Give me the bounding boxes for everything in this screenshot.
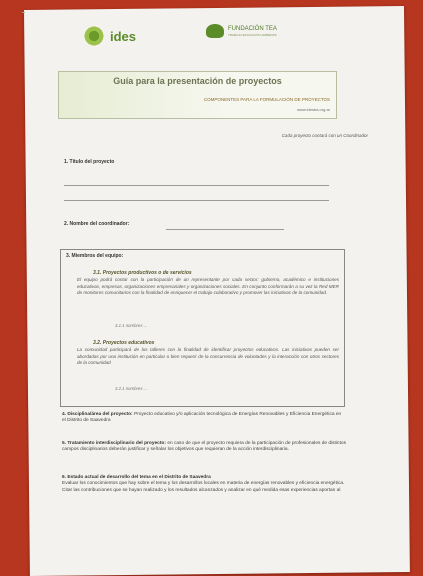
fundacion-tea-tagline: TRABAJO EDUCACIÓN AMBIENTE bbox=[228, 32, 277, 37]
tree-icon bbox=[206, 24, 224, 38]
productive-projects-names: 3.1.1 nombres ... bbox=[115, 323, 148, 328]
document-subtitle: COMPONENTES PARA LA FORMULACIÓN DE PROYECTOS bbox=[203, 97, 330, 102]
page-corner-mark: ▬ bbox=[22, 10, 25, 14]
section-discipline bbox=[62, 412, 346, 425]
section-interdisciplinary bbox=[62, 441, 346, 454]
productive-projects-heading: 3.1. Proyectos productivos o de servicios bbox=[93, 270, 192, 276]
coordinator-name-line bbox=[166, 229, 284, 230]
fundacion-tea-name: FUNDACIÓN TEA bbox=[228, 25, 277, 32]
section-interdisciplinary-text: en caso de que el proyecto requiera de la participación de profesionales de distintos campos disciplinarios deberán justificar y señalar los objetivos que requieran de la acción interdisciplinaria. bbox=[62, 441, 346, 453]
ides-logo-text: ides bbox=[110, 28, 137, 44]
section-current-state-heading: 6. Estado actual de desarrollo del tema en el Distrito de Saavedra bbox=[62, 475, 211, 480]
educational-projects-names: 3.2.1 nombres ... bbox=[115, 386, 148, 391]
section-discipline-heading: 4. Disciplina/área del proyecto: bbox=[62, 412, 133, 417]
ides-logo-icon bbox=[82, 24, 106, 48]
productive-projects-text: El equipo podrá contar con la participación de un representante por cada sector: gobierno, académico e instituciones educativas, empresas, organizaciones empresariales y organizaciones sociales. En conjunto conformarán a su vez la Red MER de monitores comunitarios con la finalidad de enriquecer el trabajo colaborativo y promover las iniciativas de la comunidad. bbox=[77, 277, 339, 295]
document-title: Guía para la presentación de proyectos bbox=[113, 76, 282, 86]
fundacion-tea-logo bbox=[206, 24, 277, 38]
ides-logo bbox=[82, 24, 136, 48]
project-title-label: 1. Título del proyecto bbox=[64, 159, 115, 165]
coordinator-name-label: 2. Nombre del coordinador: bbox=[64, 221, 130, 227]
section-current-state-text: Evaluar los conocimientos que hay sobre el tema y los desarrollos locales en materia de energías renovables y eficiencia energética. Citar las contribuciones que se hayan realizado y los resultados alcanzados y analizar en qué medida esas experiencias aportan al bbox=[62, 481, 345, 493]
section-current-state bbox=[62, 475, 346, 494]
educational-projects-text: La comunidad participará de los talleres con la finalidad de identificar proyectos educativos. Las iniciativas pueden ser abordadas por una institución en particular o bien requerir de la concurrencia de voluntades y la interacción con otros sectores de la comunidad bbox=[77, 347, 339, 365]
team-members-title: 3. Miembros del equipo: bbox=[66, 253, 124, 259]
educational-projects-heading: 3.2. Proyectos educativos bbox=[93, 340, 155, 346]
website-url: www.idesba.org.ar bbox=[297, 107, 330, 112]
team-members-box bbox=[60, 249, 345, 407]
section-discipline-text: Proyecto educativo y/o aplicación tecnológica de Energías Renovables y Eficiencia Energética en el Distrito de Saavedra bbox=[62, 412, 342, 424]
section-interdisciplinary-heading: 5. Tratamiento interdisciplinario del proyecto: bbox=[62, 441, 166, 446]
project-title-line-1 bbox=[64, 185, 329, 186]
coordinator-note: Cada proyecto contará con un Coordinador bbox=[281, 133, 368, 138]
header-box bbox=[58, 71, 337, 119]
project-title-line-2 bbox=[64, 200, 329, 201]
